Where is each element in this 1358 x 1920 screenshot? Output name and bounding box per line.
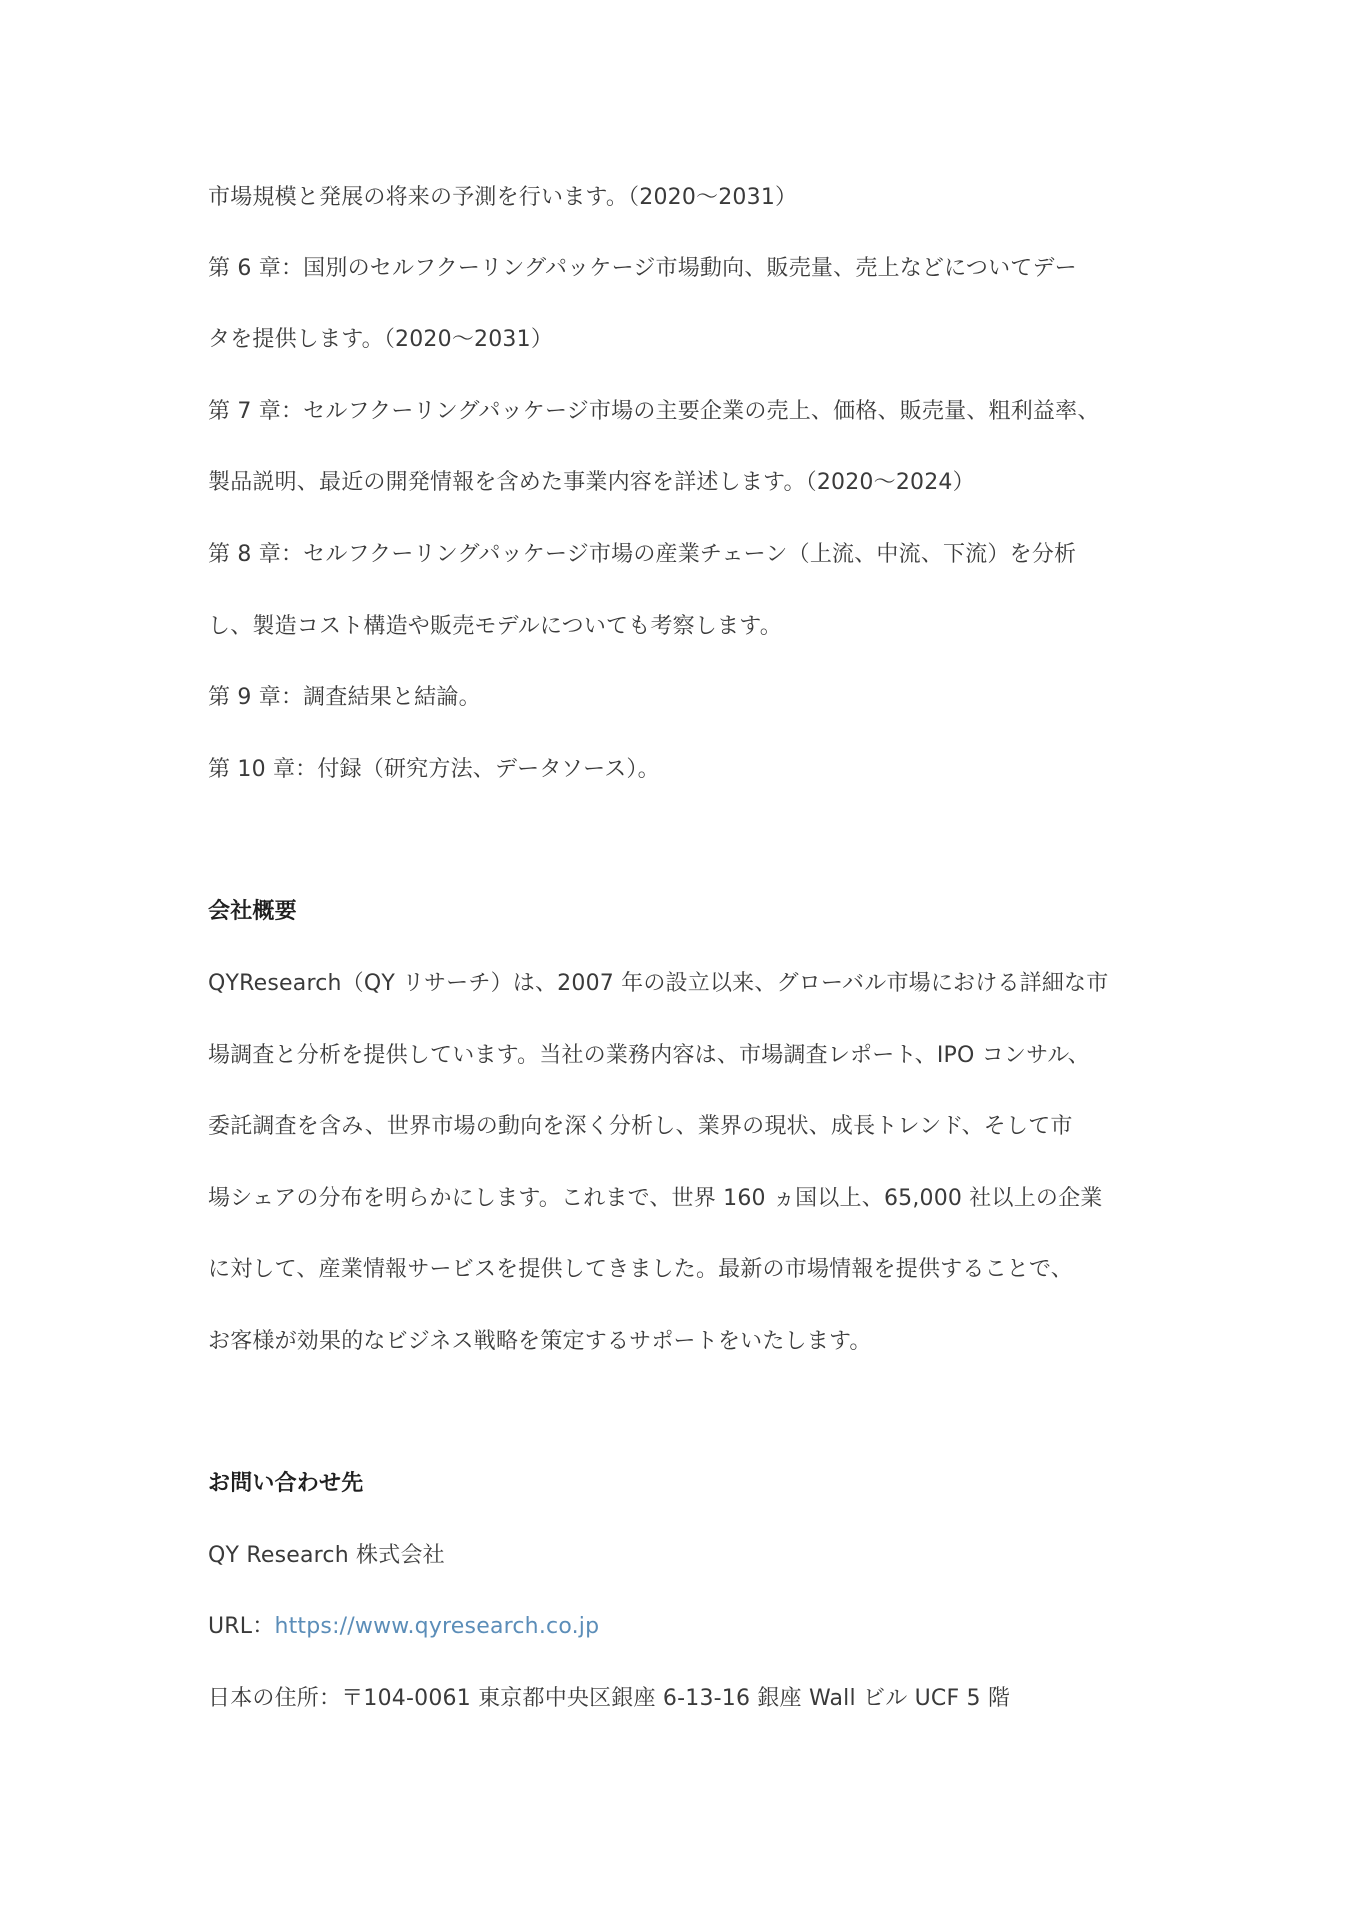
chapter-5-continuation: 市場規模と発展の将来の予測を行います。（2020～2031） bbox=[208, 185, 798, 210]
chapter-6-line-1: 第 6 章：国別のセルフクーリングパッケージ市場動向、販売量、売上などについてデー bbox=[208, 256, 1077, 281]
contact-company-name: QY Research 株式会社 bbox=[208, 1543, 445, 1568]
company-paragraph-line: 委託調査を含み、世界市場の動向を深く分析し、業界の現状、成長トレンド、そして市 bbox=[208, 1114, 1073, 1139]
contact-url-line bbox=[208, 1612, 1168, 1642]
chapter-7-line-2: 製品説明、最近の開発情報を含めた事業内容を詳述します。（2020～2024） bbox=[208, 470, 975, 495]
url-label: URL： bbox=[208, 1614, 275, 1639]
chapter-6-line-2: タを提供します。（2020～2031） bbox=[208, 327, 554, 352]
website-link[interactable]: https://www.qyresearch.co.jp bbox=[274, 1614, 600, 1639]
chapter-9: 第 9 章：調査結果と結論。 bbox=[208, 685, 481, 710]
chapter-10: 第 10 章：付録（研究方法、データソース）。 bbox=[208, 757, 660, 782]
contact-address: 日本の住所：〒104-0061 東京都中央区銀座 6-13-16 銀座 Wall ビル UCF 5 階 bbox=[208, 1686, 1011, 1711]
company-paragraph-line: 場シェアの分布を明らかにします。これまで、世界 160 ヵ国以上、65,000 社以上の企業 bbox=[208, 1186, 1103, 1211]
chapter-8-line-1: 第 8 章：セルフクーリングパッケージ市場の産業チェーン（上流、中流、下流）を分析 bbox=[208, 542, 1077, 567]
company-paragraph-line: お客様が効果的なビジネス戦略を策定するサポートをいたします。 bbox=[208, 1329, 872, 1354]
company-paragraph-line: に対して、産業情報サービスを提供してきました。最新の市場情報を提供することで、 bbox=[208, 1257, 1073, 1282]
company-heading: 会社概要 bbox=[208, 899, 297, 924]
chapter-7-line-1: 第 7 章：セルフクーリングパッケージ市場の主要企業の売上、価格、販売量、粗利益率、 bbox=[208, 399, 1100, 424]
chapter-8-line-2: し、製造コスト構造や販売モデルについても考察します。 bbox=[208, 614, 782, 639]
company-paragraph-line: QYResearch（QY リサーチ）は、2007 年の設立以来、グローバル市場における詳細な市 bbox=[208, 971, 1109, 996]
contact-heading: お問い合わせ先 bbox=[208, 1471, 364, 1496]
company-paragraph-line: 場調査と分析を提供しています。当社の業務内容は、市場調査レポート、IPO コンサル、 bbox=[208, 1043, 1090, 1068]
